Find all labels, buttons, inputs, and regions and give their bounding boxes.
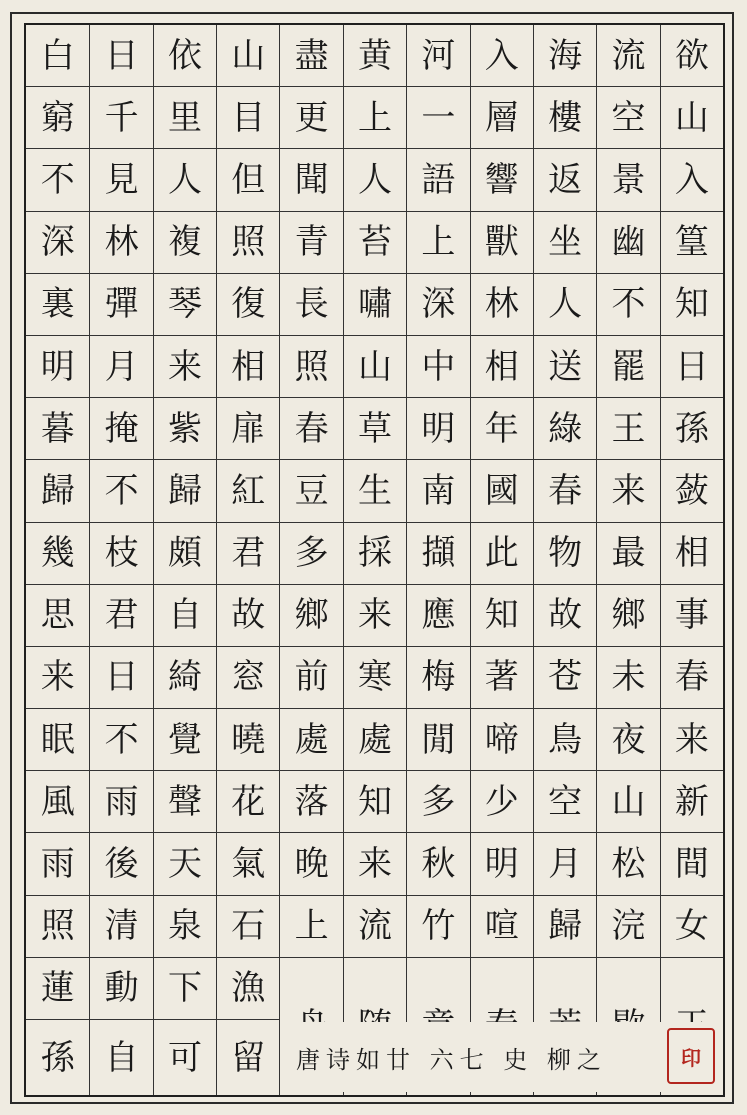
grid-character: 相 [471, 336, 533, 398]
grid-character: 思 [26, 585, 89, 647]
grid-character: 来 [344, 585, 406, 647]
grid-character: 中 [407, 336, 469, 398]
grid-character: 空 [597, 87, 659, 149]
grid-character: 苍 [534, 647, 596, 709]
grid-character: 一 [407, 87, 469, 149]
grid-character: 照 [217, 212, 279, 274]
grid-character: 鄉 [597, 585, 659, 647]
grid-character: 暮 [26, 398, 89, 460]
grid-character: 可 [167, 1037, 202, 1078]
grid-character: 獸 [471, 212, 533, 274]
grid-character: 孫 [40, 1037, 75, 1078]
grid-character: 相 [217, 336, 279, 398]
grid-character: 雨 [26, 833, 89, 895]
grid-character: 喧 [471, 896, 533, 958]
grid-character: 竹 [407, 896, 469, 958]
grid-character: 浣 [597, 896, 659, 958]
grid-character: 知 [344, 771, 406, 833]
grid-character: 流 [597, 25, 659, 87]
grid-character: 此 [471, 523, 533, 585]
grid-character: 語 [407, 149, 469, 211]
grid-character: 但 [217, 149, 279, 211]
grid-character: 林 [471, 274, 533, 336]
grid-character: 月 [90, 336, 152, 398]
grid-character: 春 [534, 460, 596, 522]
grid-character: 多 [407, 771, 469, 833]
grid-character: 最 [597, 523, 659, 585]
grid-character: 故 [534, 585, 596, 647]
grid-character: 見 [90, 149, 152, 211]
grid-character: 復 [217, 274, 279, 336]
grid-character: 聲 [154, 771, 216, 833]
grid-character: 海 [534, 25, 596, 87]
grid-character: 事 [661, 585, 723, 647]
grid-character: 上 [280, 896, 342, 958]
grid-character: 國 [471, 460, 533, 522]
grid-character: 照 [26, 896, 89, 958]
grid-character: 後 [90, 833, 152, 895]
grid-character: 長 [280, 274, 342, 336]
grid-character: 應 [407, 585, 469, 647]
grid-character: 流 [344, 896, 406, 958]
grid-character: 来 [661, 709, 723, 771]
grid-character: 返 [534, 149, 596, 211]
grid-character: 鳥 [534, 709, 596, 771]
grid-character: 来 [26, 647, 89, 709]
grid-character: 閒 [407, 709, 469, 771]
grid-character: 白 [26, 25, 89, 87]
grid-character: 明 [407, 398, 469, 460]
grid-character: 人 [534, 274, 596, 336]
grid-character: 未 [597, 647, 659, 709]
grid-character: 響 [471, 149, 533, 211]
grid-character: 夜 [597, 709, 659, 771]
grid-character: 風 [26, 771, 89, 833]
grid-character: 山 [217, 25, 279, 87]
grid-character: 蓮 [26, 958, 89, 1020]
grid-character: 送 [534, 336, 596, 398]
grid-character: 頗 [154, 523, 216, 585]
grid-character: 里 [154, 87, 216, 149]
grid-character: 多 [280, 523, 342, 585]
grid-character: 歸 [154, 460, 216, 522]
grid-character: 照 [280, 336, 342, 398]
grid-character: 依 [154, 25, 216, 87]
grid-character: 自 [104, 1037, 139, 1078]
grid-character: 秋 [407, 833, 469, 895]
grid-column-5 [406, 25, 469, 1095]
grid-character: 黄 [344, 25, 406, 87]
grid-character: 日 [661, 336, 723, 398]
grid-character: 入 [661, 149, 723, 211]
grid-character: 泉 [154, 896, 216, 958]
grid-character: 故 [217, 585, 279, 647]
grid-character: 歸 [534, 896, 596, 958]
grid-character: 景 [597, 149, 659, 211]
grid-character: 来 [344, 833, 406, 895]
grid-character: 新 [661, 771, 723, 833]
grid-character: 曉 [217, 709, 279, 771]
grid-character: 寒 [344, 647, 406, 709]
red-seal-stamp: 印 [667, 1028, 715, 1084]
grid-column-1 [660, 25, 723, 1095]
grid-character: 幾 [26, 523, 89, 585]
grid-character: 林 [90, 212, 152, 274]
grid-character: 前 [280, 647, 342, 709]
grid-character: 晚 [280, 833, 342, 895]
grid-character: 彈 [90, 274, 152, 336]
grid-character: 處 [344, 709, 406, 771]
grid-character: 日 [90, 25, 152, 87]
grid-character: 罷 [597, 336, 659, 398]
grid-character: 花 [217, 771, 279, 833]
grid-character: 盡 [280, 25, 342, 87]
grid-character: 上 [344, 87, 406, 149]
grid-column-11 [26, 25, 89, 1095]
grid-character: 綺 [154, 647, 216, 709]
grid-character: 漁 [217, 958, 279, 1020]
grid-character: 動 [90, 958, 152, 1020]
grid-character: 梅 [407, 647, 469, 709]
grid-column-8 [216, 25, 279, 1095]
grid-character: 嘯 [344, 274, 406, 336]
grid-character: 春 [661, 647, 723, 709]
grid-column-10 [89, 25, 152, 1095]
grid-character: 落 [280, 771, 342, 833]
grid-column-3 [533, 25, 596, 1095]
grid-character: 紅 [217, 460, 279, 522]
grid-column-6 [343, 25, 406, 1095]
grid-character: 坐 [534, 212, 596, 274]
colophon-inscription: 唐诗如廿 六七 史 柳之 [296, 1022, 716, 1092]
grid-character: 處 [280, 709, 342, 771]
grid-character: 擷 [407, 523, 469, 585]
grid-character: 松 [597, 833, 659, 895]
grid-character: 南 [407, 460, 469, 522]
grid-character: 草 [344, 398, 406, 460]
grid-character: 春 [280, 398, 342, 460]
grid-character: 青 [280, 212, 342, 274]
grid-character: 知 [661, 274, 723, 336]
character-grid [24, 23, 725, 1097]
grid-character: 知 [471, 585, 533, 647]
grid-character: 生 [344, 460, 406, 522]
grid-character: 篁 [661, 212, 723, 274]
grid-character: 幽 [597, 212, 659, 274]
grid-character: 層 [471, 87, 533, 149]
grid-character: 千 [90, 87, 152, 149]
grid-character: 来 [154, 336, 216, 398]
grid-column-2 [596, 25, 659, 1095]
grid-character: 雨 [90, 771, 152, 833]
grid-character: 鄉 [280, 585, 342, 647]
grid-character: 山 [661, 87, 723, 149]
grid-character: 石 [217, 896, 279, 958]
grid-character: 上 [407, 212, 469, 274]
grid-character: 苔 [344, 212, 406, 274]
grid-character: 君 [90, 585, 152, 647]
grid-character: 天 [154, 833, 216, 895]
grid-character: 物 [534, 523, 596, 585]
grid-character: 深 [407, 274, 469, 336]
grid-column-4 [470, 25, 533, 1095]
grid-character: 月 [534, 833, 596, 895]
grid-character: 裏 [26, 274, 89, 336]
grid-character: 目 [217, 87, 279, 149]
grid-character: 相 [661, 523, 723, 585]
grid-character: 不 [90, 709, 152, 771]
grid-character: 不 [90, 460, 152, 522]
grid-character: 君 [217, 523, 279, 585]
grid-character: 啼 [471, 709, 533, 771]
grid-character: 覺 [154, 709, 216, 771]
grid-character: 来 [597, 460, 659, 522]
grid-character: 欲 [661, 25, 723, 87]
grid-character: 蔹 [661, 460, 723, 522]
grid-character: 豆 [280, 460, 342, 522]
grid-character: 眠 [26, 709, 89, 771]
grid-character: 樓 [534, 87, 596, 149]
grid-character: 明 [26, 336, 89, 398]
grid-character: 人 [154, 149, 216, 211]
grid-character: 綠 [534, 398, 596, 460]
grid-character: 間 [661, 833, 723, 895]
grid-character: 少 [471, 771, 533, 833]
grid-character: 掩 [90, 398, 152, 460]
grid-character: 明 [471, 833, 533, 895]
grid-character: 窮 [26, 87, 89, 149]
grid-character: 人 [344, 149, 406, 211]
grid-character: 女 [661, 896, 723, 958]
grid-character: 河 [407, 25, 469, 87]
grid-character: 深 [26, 212, 89, 274]
grid-character: 聞 [280, 149, 342, 211]
grid-character: 更 [280, 87, 342, 149]
grid-character: 複 [154, 212, 216, 274]
grid-character: 自 [154, 585, 216, 647]
grid-character: 採 [344, 523, 406, 585]
grid-column-7 [279, 25, 342, 1095]
grid-column-9 [153, 25, 216, 1095]
grid-character: 著 [471, 647, 533, 709]
grid-character: 山 [597, 771, 659, 833]
grid-character: 入 [471, 25, 533, 87]
grid-character: 留 [231, 1037, 266, 1078]
grid-character: 紫 [154, 398, 216, 460]
grid-character: 王 [597, 398, 659, 460]
grid-character: 清 [90, 896, 152, 958]
grid-character: 氣 [217, 833, 279, 895]
grid-character: 不 [26, 149, 89, 211]
grid-character: 孫 [661, 398, 723, 460]
grid-character: 年 [471, 398, 533, 460]
grid-character: 歸 [26, 460, 89, 522]
grid-character: 空 [534, 771, 596, 833]
grid-character: 下 [154, 958, 216, 1020]
grid-character: 琴 [154, 274, 216, 336]
grid-character: 扉 [217, 398, 279, 460]
grid-character: 日 [90, 647, 152, 709]
grid-character: 不 [597, 274, 659, 336]
grid-character: 枝 [90, 523, 152, 585]
grid-character: 窓 [217, 647, 279, 709]
grid-character: 山 [344, 336, 406, 398]
